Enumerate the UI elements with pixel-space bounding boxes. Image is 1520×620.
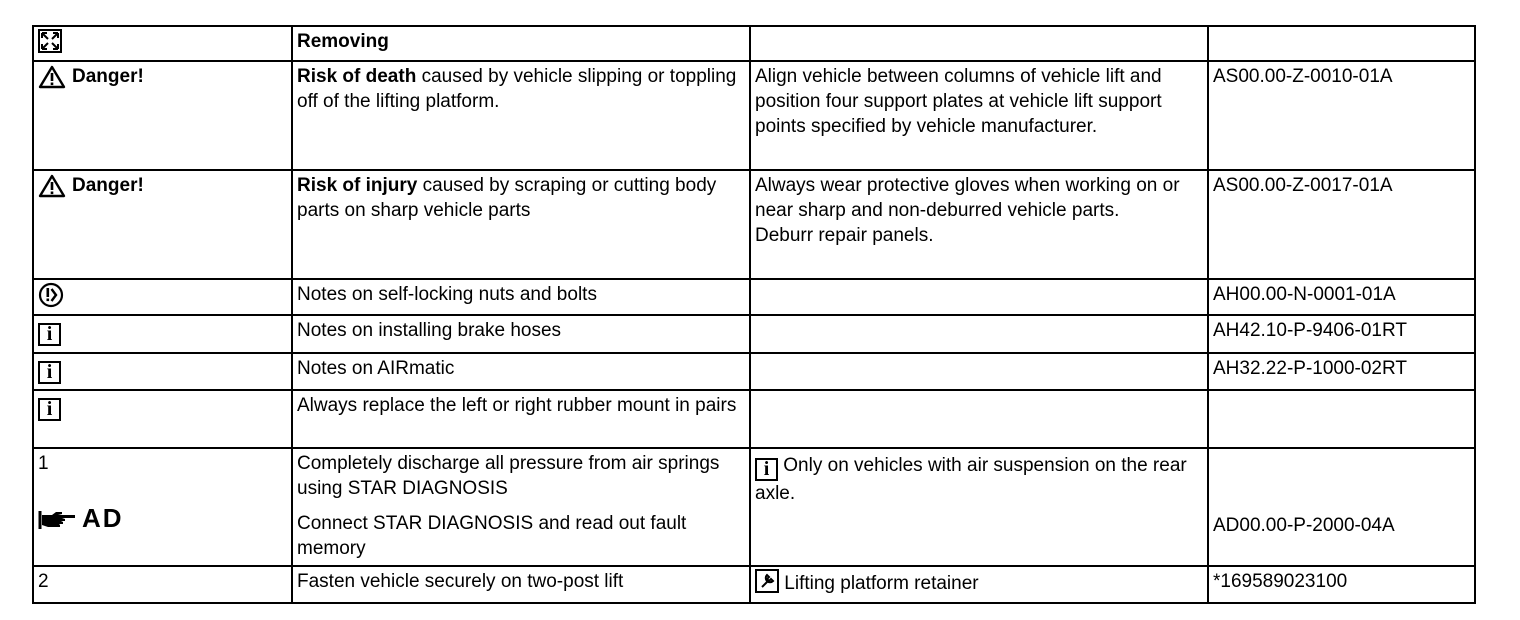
empty-cell (1208, 26, 1475, 61)
special-tool-icon (755, 569, 779, 593)
info-icon: i (38, 361, 61, 384)
risk-text: caused by scraping or cutting body parts on sharp vehicle parts (297, 175, 717, 221)
action-cell (750, 61, 1208, 170)
reference-cell (1208, 315, 1475, 353)
step-row (33, 448, 1475, 566)
reference-code: *169589023100 (1213, 571, 1348, 592)
step-subtext: Connect STAR DIAGNOSIS and read out fault memory (297, 513, 687, 559)
header-row (33, 26, 1475, 61)
step-number-cell (33, 448, 292, 566)
risk-cell (292, 170, 750, 279)
reference-cell (1208, 61, 1475, 170)
warning-row (33, 170, 1475, 279)
note-row (33, 353, 1475, 390)
action-cell (750, 170, 1208, 279)
step-row (33, 566, 1475, 603)
empty-cell (750, 26, 1208, 61)
note-text: Notes on self-locking nuts and bolts (292, 279, 750, 315)
procedure-table (32, 25, 1476, 604)
note-row (33, 315, 1475, 353)
ad-label (38, 503, 287, 533)
step-note: Lifting platform retainer (784, 573, 979, 594)
empty-cell (750, 390, 1208, 448)
risk-bold: Risk of death (297, 66, 417, 87)
danger-label (38, 173, 144, 198)
reference-code: AS00.00-Z-0010-01A (1213, 66, 1393, 87)
warning-triangle-icon (38, 174, 66, 198)
step-number: 1 (38, 453, 49, 474)
reference-cell (1208, 279, 1475, 315)
step-note-cell (750, 448, 1208, 566)
empty-cell (750, 353, 1208, 390)
note-text: Always replace the left or right rubber mount in pairs (292, 390, 750, 448)
reference-code: AH42.10-P-9406-01RT (1213, 320, 1407, 341)
action-text: Always wear protective gloves when working on or near sharp and non-deburred vehicle parts. (755, 175, 1180, 221)
warning-triangle-icon (38, 65, 66, 89)
info-icon: i (755, 458, 778, 481)
note-row (33, 390, 1475, 448)
note-text: Notes on installing brake hoses (292, 315, 750, 353)
empty-cell (750, 279, 1208, 315)
reference-code: AH32.22-P-1000-02RT (1213, 358, 1407, 379)
pointing-hand-icon (38, 507, 78, 531)
action-text: Deburr repair panels. (755, 225, 934, 246)
danger-text: Danger! (72, 66, 144, 87)
note-text: Notes on AIRmatic (292, 353, 750, 390)
ad-text: AD (82, 503, 124, 533)
warning-row (33, 61, 1475, 170)
reference-code: AS00.00-Z-0017-01A (1213, 175, 1393, 196)
danger-text: Danger! (72, 175, 144, 196)
action-text: Align vehicle between columns of vehicle lift and position four support plates at vehicle lift support points specified by vehicle manufacturer. (755, 66, 1162, 137)
note-row (33, 279, 1475, 315)
reference-cell (1208, 390, 1475, 448)
note-icon-cell (33, 279, 292, 315)
step-number-cell (33, 566, 292, 603)
risk-bold: Risk of injury (297, 175, 418, 196)
removing-icon-cell (33, 26, 292, 61)
danger-label-cell (33, 61, 292, 170)
reference-cell (1208, 448, 1475, 566)
risk-text: caused by vehicle slipping or toppling off of the lifting platform. (297, 66, 737, 112)
risk-cell (292, 61, 750, 170)
step-text-cell (292, 448, 750, 566)
info-icon: i (38, 323, 61, 346)
section-title: Removing (292, 26, 750, 61)
expand-arrows-icon (38, 29, 62, 53)
reference-code: AD00.00-P-2000-04A (1213, 515, 1395, 536)
reference-cell (1208, 170, 1475, 279)
info-icon: i (38, 398, 61, 421)
note-icon-cell (33, 390, 292, 448)
step-note-cell (750, 566, 1208, 603)
step-text: Completely discharge all pressure from air springs using STAR DIAGNOSIS (297, 453, 720, 499)
reference-cell (1208, 566, 1475, 603)
danger-label (38, 64, 144, 89)
reference-cell (1208, 353, 1475, 390)
step-text: Fasten vehicle securely on two-post lift (292, 566, 750, 603)
step-note: Only on vehicles with air suspension on the rear axle. (755, 455, 1187, 504)
reference-code: AH00.00-N-0001-01A (1213, 284, 1396, 305)
step-number: 2 (38, 571, 49, 592)
caution-circle-icon (38, 282, 64, 308)
note-icon-cell (33, 353, 292, 390)
danger-label-cell (33, 170, 292, 279)
empty-cell (750, 315, 1208, 353)
note-icon-cell (33, 315, 292, 353)
